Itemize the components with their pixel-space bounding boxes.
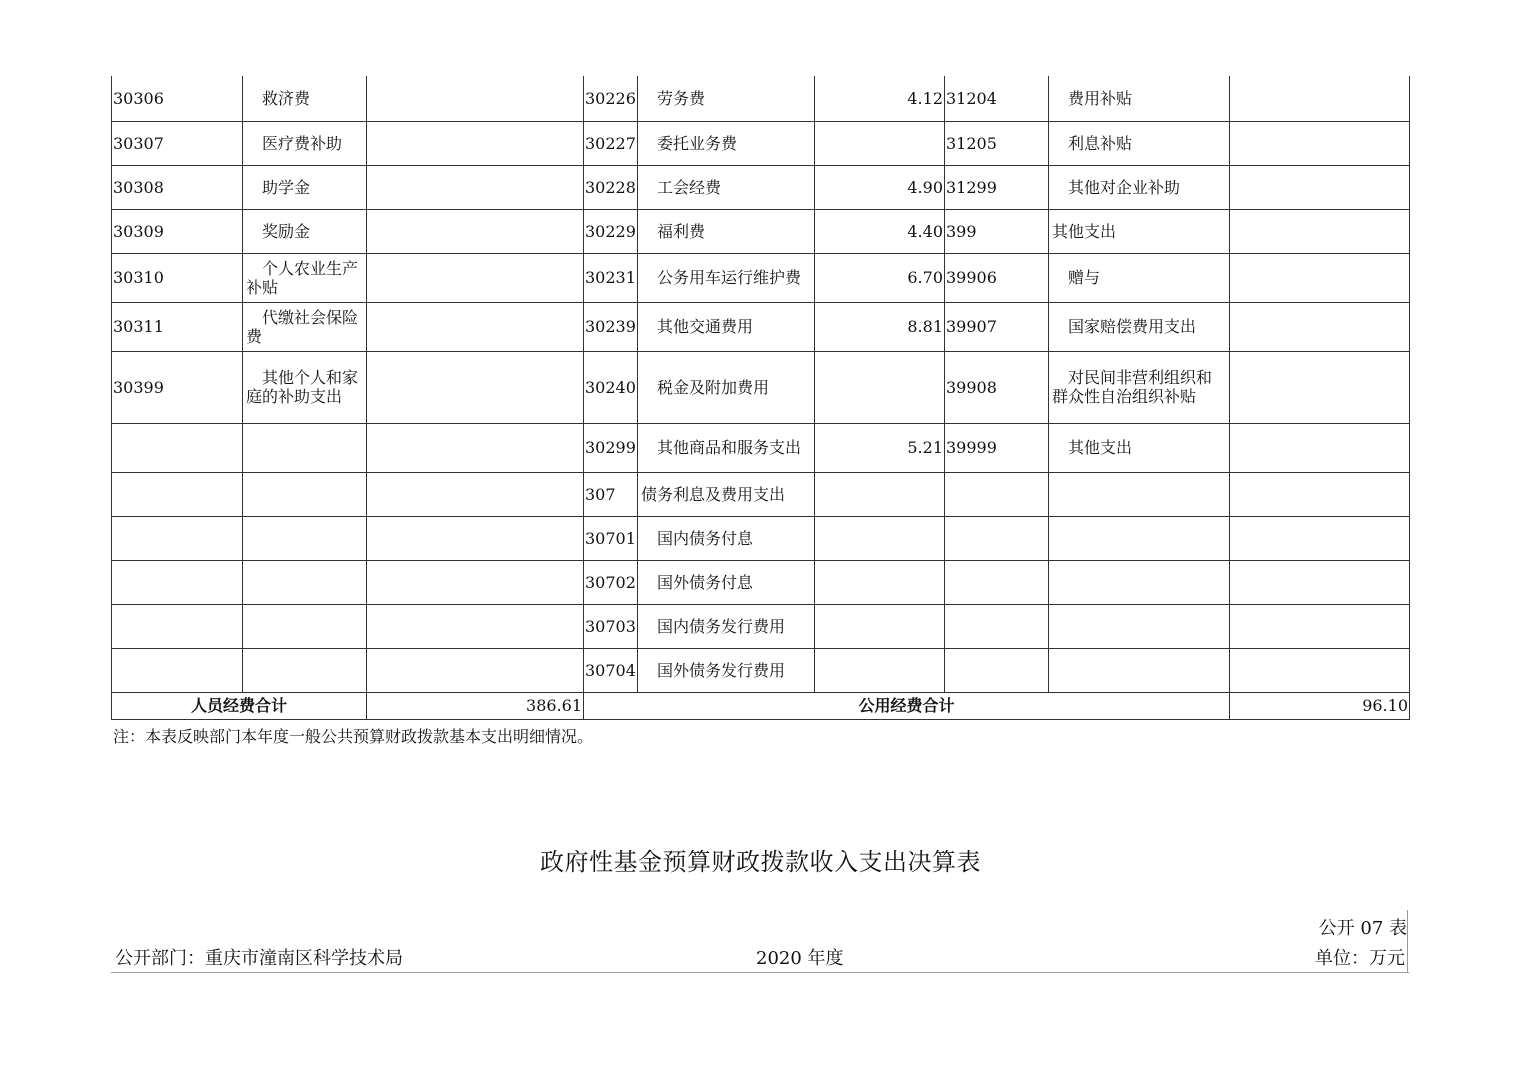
amount-1-cell — [367, 604, 584, 648]
amount-2-cell — [815, 648, 945, 692]
code-2-cell: 30228 — [584, 165, 638, 209]
personnel-total-value: 386.61 — [367, 692, 584, 719]
code-2-cell: 30704 — [584, 648, 638, 692]
code-2-cell: 30703 — [584, 604, 638, 648]
code-3-cell: 399 — [945, 209, 1049, 253]
code-2-cell: 30299 — [584, 423, 638, 472]
code-3-cell: 39999 — [945, 423, 1049, 472]
amount-3-cell — [1230, 253, 1410, 302]
amount-1-cell — [367, 121, 584, 165]
name-3-cell: 其他支出 — [1049, 423, 1230, 472]
unit-label: 单位：万元 — [1315, 948, 1405, 969]
name-2-cell: 劳务费 — [638, 76, 815, 121]
table-row — [112, 472, 1410, 516]
name-2-cell: 国外债务付息 — [638, 560, 815, 604]
name-2-cell: 福利费 — [638, 209, 815, 253]
table-row — [112, 560, 1410, 604]
name-2-cell: 工会经费 — [638, 165, 815, 209]
name-3-cell: 其他支出 — [1049, 209, 1230, 253]
name-2-cell: 其他商品和服务支出 — [638, 423, 815, 472]
code-3-cell: 39907 — [945, 302, 1049, 351]
amount-3-cell — [1230, 472, 1410, 516]
amount-3-cell — [1230, 165, 1410, 209]
name-3-cell — [1049, 648, 1230, 692]
name-1-cell — [243, 516, 367, 560]
amount-2-cell: 5.21 — [815, 423, 945, 472]
name-1-cell: 奖励金 — [243, 209, 367, 253]
name-1-cell: 代缴社会保险费 — [243, 302, 367, 351]
amount-1-cell — [367, 253, 584, 302]
code-3-cell: 39906 — [945, 253, 1049, 302]
public-total-value: 96.10 — [1230, 692, 1410, 719]
amount-1-cell — [367, 351, 584, 423]
name-1-cell: 助学金 — [243, 165, 367, 209]
table-note: 注：本表反映部门本年度一般公共预算财政拨款基本支出明细情况。 — [113, 727, 594, 746]
name-1-cell — [243, 648, 367, 692]
personnel-total-label: 人员经费合计 — [112, 692, 367, 719]
name-2-cell: 委托业务费 — [638, 121, 815, 165]
code-3-cell: 31205 — [945, 121, 1049, 165]
amount-3-cell — [1230, 76, 1410, 121]
code-1-cell: 30310 — [112, 253, 243, 302]
expenditure-detail-table — [111, 76, 1410, 720]
amount-1-cell — [367, 560, 584, 604]
code-2-cell: 30240 — [584, 351, 638, 423]
code-2-cell: 30227 — [584, 121, 638, 165]
code-1-cell: 30399 — [112, 351, 243, 423]
totals-row — [112, 692, 1410, 719]
amount-2-cell: 8.81 — [815, 302, 945, 351]
amount-3-cell — [1230, 423, 1410, 472]
name-3-cell: 费用补贴 — [1049, 76, 1230, 121]
table-row — [112, 76, 1410, 121]
name-3-cell: 其他对企业补助 — [1049, 165, 1230, 209]
amount-1-cell — [367, 165, 584, 209]
code-2-cell: 30701 — [584, 516, 638, 560]
amount-2-cell — [815, 351, 945, 423]
amount-2-cell — [815, 560, 945, 604]
next-table-title: 政府性基金预算财政拨款收入支出决算表 — [540, 848, 981, 876]
amount-2-cell — [815, 604, 945, 648]
code-1-cell — [112, 516, 243, 560]
name-3-cell: 利息补贴 — [1049, 121, 1230, 165]
name-1-cell: 其他个人和家庭的补助支出 — [243, 351, 367, 423]
code-1-cell: 30306 — [112, 76, 243, 121]
code-1-cell — [112, 472, 243, 516]
code-1-cell — [112, 648, 243, 692]
code-2-cell: 30702 — [584, 560, 638, 604]
code-2-cell: 30239 — [584, 302, 638, 351]
name-3-cell: 对民间非营利组织和群众性自治组织补贴 — [1049, 351, 1230, 423]
code-1-cell: 30308 — [112, 165, 243, 209]
code-1-cell: 30311 — [112, 302, 243, 351]
amount-2-cell — [815, 516, 945, 560]
amount-2-cell: 4.90 — [815, 165, 945, 209]
amount-3-cell — [1230, 604, 1410, 648]
amount-2-cell: 6.70 — [815, 253, 945, 302]
name-2-cell: 债务利息及费用支出 — [638, 472, 815, 516]
amount-1-cell — [367, 516, 584, 560]
name-2-cell: 国内债务发行费用 — [638, 604, 815, 648]
table-row — [112, 209, 1410, 253]
amount-1-cell — [367, 423, 584, 472]
name-1-cell: 救济费 — [243, 76, 367, 121]
public-total-label: 公用经费合计 — [584, 692, 1230, 719]
code-3-cell — [945, 472, 1049, 516]
name-1-cell — [243, 472, 367, 516]
table-number: 公开 07 表 — [1318, 918, 1407, 939]
amount-1-cell — [367, 472, 584, 516]
code-3-cell: 31299 — [945, 165, 1049, 209]
code-3-cell: 39908 — [945, 351, 1049, 423]
table-header-info — [111, 944, 1409, 973]
table-row — [112, 165, 1410, 209]
table-row — [112, 121, 1410, 165]
table-row — [112, 253, 1410, 302]
code-2-cell: 307 — [584, 472, 638, 516]
name-2-cell: 公务用车运行维护费 — [638, 253, 815, 302]
name-3-cell: 国家赔偿费用支出 — [1049, 302, 1230, 351]
table-row — [112, 423, 1410, 472]
amount-3-cell — [1230, 560, 1410, 604]
name-3-cell — [1049, 472, 1230, 516]
amount-1-cell — [367, 76, 584, 121]
code-1-cell — [112, 604, 243, 648]
code-1-cell — [112, 560, 243, 604]
code-1-cell: 30309 — [112, 209, 243, 253]
name-3-cell — [1049, 516, 1230, 560]
name-3-cell — [1049, 560, 1230, 604]
amount-1-cell — [367, 209, 584, 253]
amount-2-cell — [815, 121, 945, 165]
code-3-cell — [945, 560, 1049, 604]
code-1-cell — [112, 423, 243, 472]
amount-2-cell — [815, 472, 945, 516]
amount-1-cell — [367, 302, 584, 351]
name-3-cell — [1049, 604, 1230, 648]
table-row — [112, 516, 1410, 560]
code-2-cell: 30229 — [584, 209, 638, 253]
name-3-cell: 赠与 — [1049, 253, 1230, 302]
fiscal-year: 2020 年度 — [756, 948, 844, 969]
table-row — [112, 648, 1410, 692]
name-1-cell: 医疗费补助 — [243, 121, 367, 165]
table-row — [112, 604, 1410, 648]
name-1-cell — [243, 604, 367, 648]
name-1-cell — [243, 423, 367, 472]
code-3-cell — [945, 604, 1049, 648]
amount-1-cell — [367, 648, 584, 692]
amount-2-cell: 4.40 — [815, 209, 945, 253]
amount-3-cell — [1230, 351, 1410, 423]
name-2-cell: 国内债务付息 — [638, 516, 815, 560]
code-2-cell: 30226 — [584, 76, 638, 121]
amount-3-cell — [1230, 302, 1410, 351]
code-3-cell — [945, 516, 1049, 560]
code-3-cell: 31204 — [945, 76, 1049, 121]
name-1-cell: 个人农业生产补贴 — [243, 253, 367, 302]
code-2-cell: 30231 — [584, 253, 638, 302]
code-3-cell — [945, 648, 1049, 692]
name-2-cell: 其他交通费用 — [638, 302, 815, 351]
amount-3-cell — [1230, 121, 1410, 165]
table-row — [112, 302, 1410, 351]
name-2-cell: 国外债务发行费用 — [638, 648, 815, 692]
amount-3-cell — [1230, 648, 1410, 692]
table-row — [112, 351, 1410, 423]
amount-3-cell — [1230, 209, 1410, 253]
department-label: 公开部门：重庆市潼南区科学技术局 — [115, 948, 403, 969]
code-1-cell: 30307 — [112, 121, 243, 165]
name-2-cell: 税金及附加费用 — [638, 351, 815, 423]
amount-3-cell — [1230, 516, 1410, 560]
name-1-cell — [243, 560, 367, 604]
amount-2-cell: 4.12 — [815, 76, 945, 121]
